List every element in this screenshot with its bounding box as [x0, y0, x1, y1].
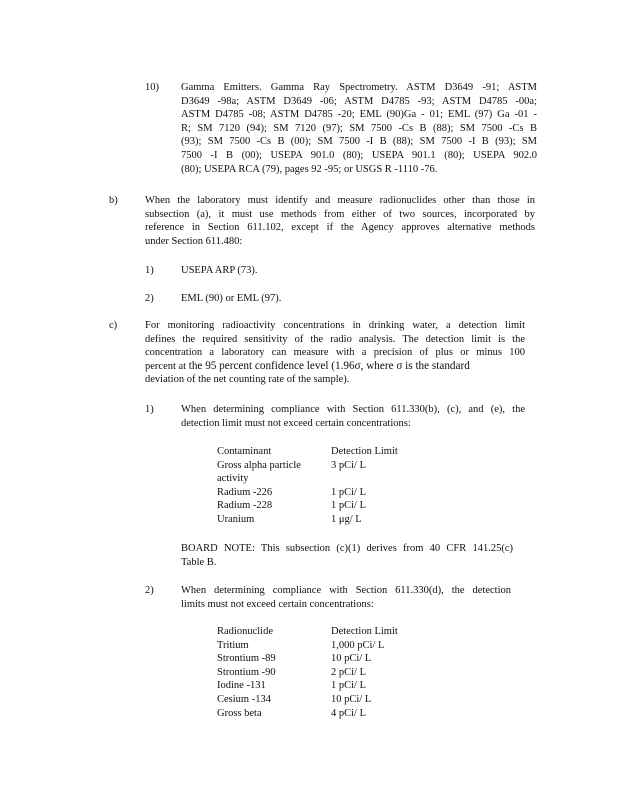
table-row	[217, 693, 398, 707]
text-line: D3649 -98a; ASTM D3649 -06; ASTM D4785 -93; ASTM D4785 -00a;	[181, 95, 537, 107]
radionuclide-limit-table	[217, 625, 398, 720]
table-cell: 10 pCi/ L	[331, 693, 372, 705]
text-line: When determining compliance with Section 611.330(b), (c), and (e), the	[181, 404, 525, 415]
section-b-text	[145, 194, 535, 248]
text-line: Gamma Emitters. Gamma Ray Spectrometry. ASTM D3649 -91; ASTM	[181, 82, 537, 93]
text-line: ASTM D4785 -08; ASTM D4785 -20; EML (90)Ga - 01; EML (97) Ga -01 -	[181, 109, 537, 121]
text-line: subsection (a), it must use methods from either of two sources, incorporated by	[145, 208, 535, 220]
table-row	[217, 472, 398, 486]
table-cell: 2 pCi/ L	[331, 666, 367, 678]
item-number-b1: 1)	[145, 265, 154, 276]
text-line: deviation of the net counting rate of the sample).	[145, 374, 350, 386]
table-row	[217, 513, 398, 527]
section-letter-c: c)	[109, 320, 118, 331]
table-cell: 10 pCi/ L	[331, 653, 372, 665]
table-header-cell: Radionuclide	[217, 626, 273, 637]
table-header	[217, 445, 398, 459]
item-number-b2: 2)	[145, 293, 154, 304]
text-line: concentration a laboratory can measure with a precision of plus or minus 100	[145, 347, 525, 359]
table-cell: 1,000 pCi/ L	[331, 639, 385, 651]
table-row	[217, 652, 398, 666]
table-cell: 4 pCi/ L	[331, 707, 367, 719]
text-line: under Section 611.480:	[145, 235, 243, 247]
text-line: For monitoring radioactivity concentrations in drinking water, a detection limit	[145, 320, 525, 331]
contaminant-limit-table	[217, 445, 398, 527]
text-line: Table B.	[181, 556, 217, 568]
section-c-text	[145, 319, 525, 387]
table-row	[217, 499, 398, 513]
text-line: defines the required sensitivity of the radio analysis. The detection limit is the	[145, 333, 525, 345]
text-line: R; SM 7120 (94); SM 7120 (97); SM 7500 -Cs B (88); SM 7500 -Cs B	[181, 122, 537, 134]
table-cell: Gross alpha particle	[217, 459, 301, 471]
table-header-cell: Contaminant	[217, 446, 272, 457]
table-cell: 1 pCi/ L	[331, 500, 367, 512]
table-header-cell: Detection Limit	[331, 626, 398, 637]
text-line: When determining compliance with Section 611.330(d), the detection	[181, 585, 511, 596]
text-line: reference in Section 611.102, except if the Agency approves alternative methods	[145, 222, 535, 234]
text-line: limits must not exceed certain concentrations:	[181, 598, 374, 610]
text-line: (80); USEPA RCA (79), pages 92 -95; or USGS R -1110 -76.	[181, 163, 438, 175]
table-cell: Strontium -90	[217, 666, 276, 678]
table-header-cell: Detection Limit	[331, 446, 398, 457]
table-cell: Gross beta	[217, 707, 262, 719]
text-line: 7500 -I B (00); USEPA 901.0 (80); USEPA 901.1 (80); USEPA 902.0	[181, 149, 537, 161]
table-cell: Cesium -134	[217, 693, 271, 705]
table-cell: Iodine -131	[217, 680, 266, 692]
table-row	[217, 486, 398, 500]
table-cell: Tritium	[217, 639, 249, 651]
table-row	[217, 707, 398, 721]
text-line: (93); SM 7500 -Cs B (00); SM 7500 -I B (88); SM 7500 -I B (93); SM	[181, 136, 537, 148]
table-row	[217, 679, 398, 693]
text-line-mixed	[145, 360, 525, 374]
table-cell: Strontium -89	[217, 653, 276, 665]
item-c1-text	[181, 403, 525, 430]
table-cell: Radium -228	[217, 500, 273, 512]
table-row	[217, 639, 398, 653]
board-note	[181, 542, 513, 569]
item-number-c2: 2)	[145, 585, 154, 596]
text-line: When the laboratory must identify and measure radionuclides other than those in	[145, 195, 535, 206]
section-letter-b: b)	[109, 195, 118, 206]
table-cell: Uranium	[217, 513, 255, 525]
table-row	[217, 666, 398, 680]
item-c2-text	[181, 584, 511, 611]
table-row	[217, 459, 398, 473]
table-cell: Radium -226	[217, 486, 273, 498]
table-cell: 3 pCi/ L	[331, 459, 367, 471]
table-cell: 1 pCi/ L	[331, 486, 367, 498]
item-number-10: 10)	[145, 82, 159, 93]
item-number-c1: 1)	[145, 404, 154, 415]
text-segment-emphasis: the 95 percent confidence level (1.96σ, where σ is the standard	[188, 359, 470, 372]
text-line: detection limit must not exceed certain concentrations:	[181, 417, 411, 429]
table-cell: 1 μg/ L	[331, 513, 362, 525]
item-b1-text: USEPA ARP (73).	[181, 265, 258, 276]
table-cell: activity	[217, 473, 249, 485]
table-header	[217, 625, 398, 639]
text-line: BOARD NOTE: This subsection (c)(1) derives from 40 CFR 141.25(c)	[181, 543, 513, 554]
text-segment: percent at	[145, 360, 189, 372]
table-cell: 1 pCi/ L	[331, 680, 367, 692]
item-10-text	[181, 81, 537, 176]
item-b2-text: EML (90) or EML (97).	[181, 293, 282, 304]
